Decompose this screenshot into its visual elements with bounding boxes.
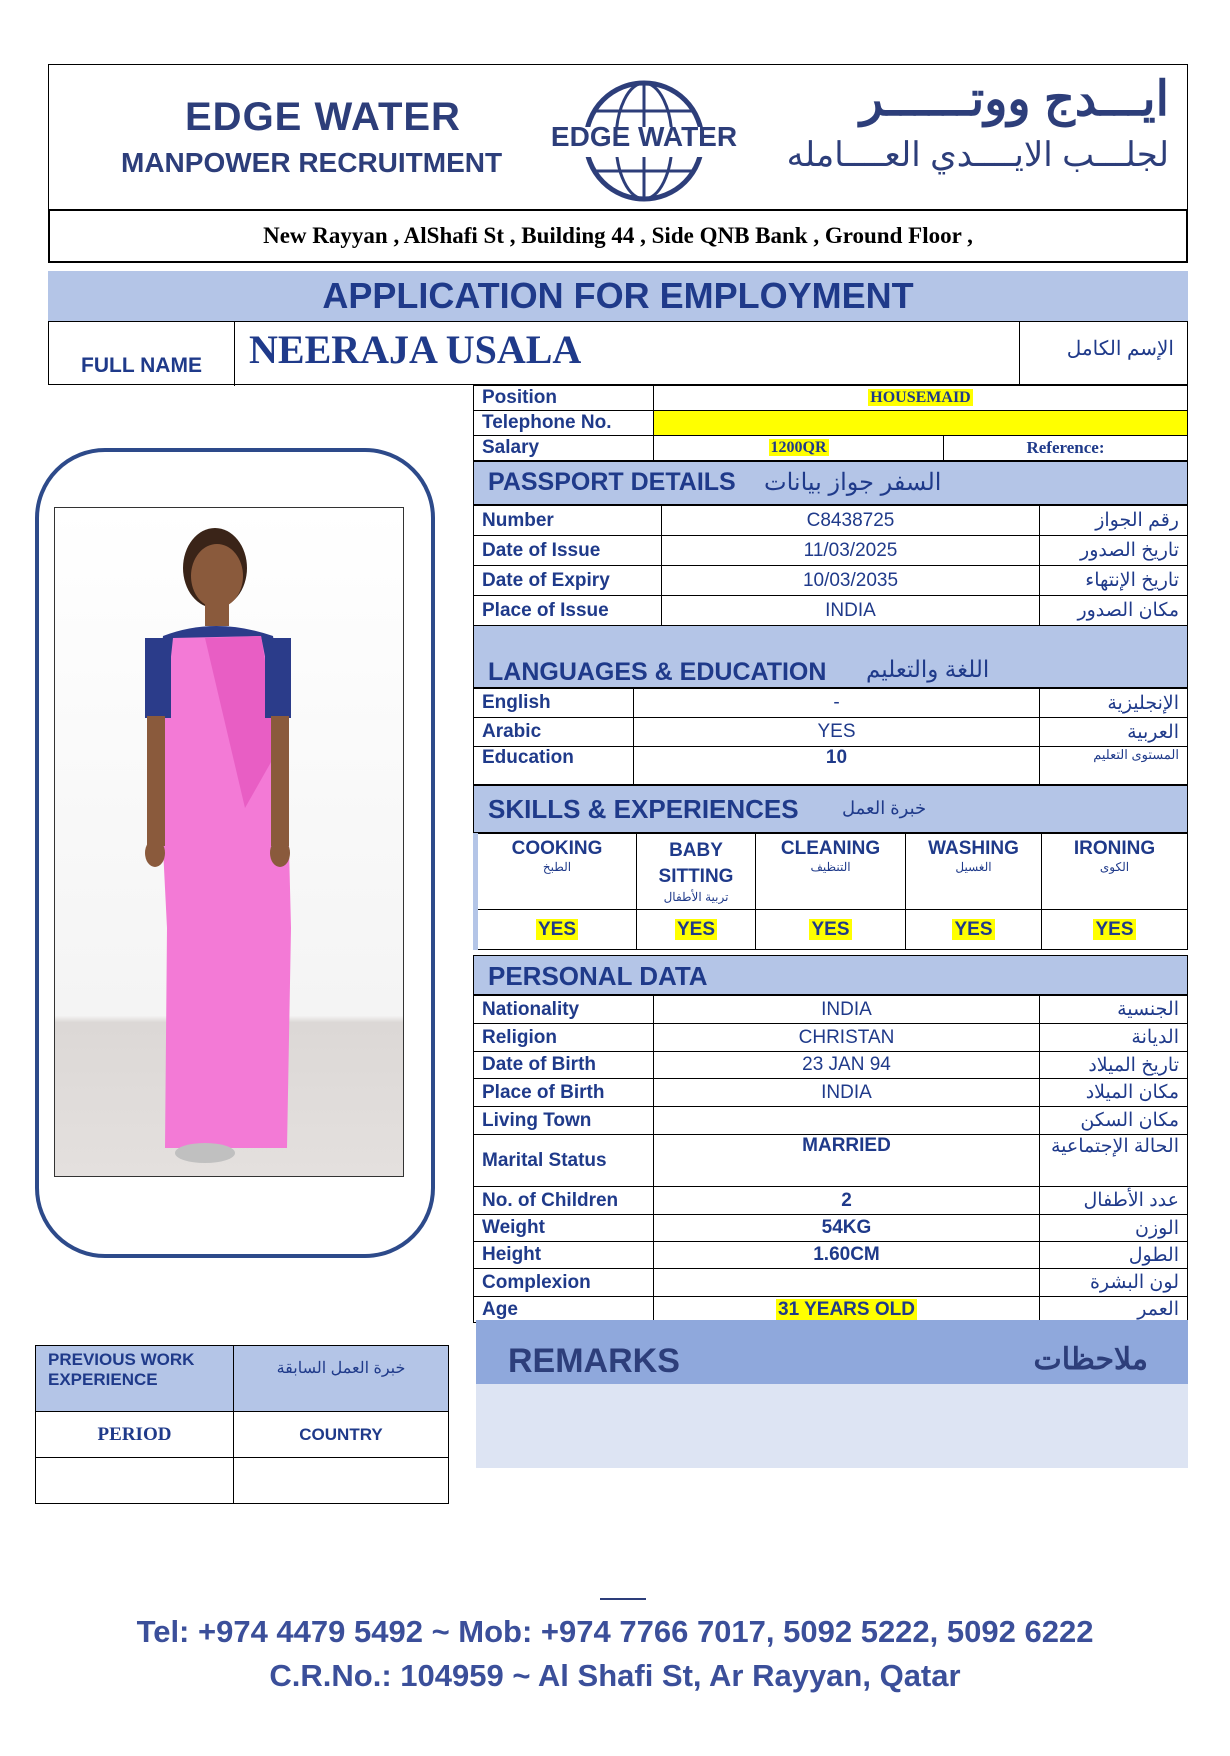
skill-ironing-value: YES: [1095, 918, 1134, 940]
skill-cleaning: [756, 834, 906, 910]
skill-cooking-value: YES: [537, 918, 577, 940]
brand-line1: EDGE WATER: [185, 95, 461, 139]
living-town-label: Living Town: [474, 1107, 654, 1135]
skills-table: [473, 833, 1188, 950]
person-figure-icon: [55, 508, 404, 1177]
dob-label: Date of Birth: [474, 1052, 654, 1079]
personal-header: [473, 955, 1188, 995]
skill-cleaning-cell: [756, 910, 906, 950]
skills-title: SKILLS & EXPERIENCES: [488, 794, 799, 824]
salary-cell: [654, 436, 944, 461]
religion-value: CHRISTAN: [654, 1024, 1040, 1052]
remarks-title: REMARKS: [508, 1342, 680, 1380]
age-cell: [654, 1297, 1040, 1323]
previous-work-title-ar: خبرة العمل السابقة: [234, 1346, 449, 1412]
children-ar: عدد الأطفال: [1040, 1187, 1188, 1215]
passport-expiry-ar: تاريخ الإنتهاء: [1040, 566, 1188, 596]
previous-work-title: PREVIOUS WORK EXPERIENCE: [36, 1346, 234, 1412]
passport-place-value: INDIA: [662, 596, 1040, 626]
full-name-label-ar: الإسم الكامل: [1066, 338, 1174, 360]
arabic-label: Arabic: [474, 718, 634, 747]
footer-address: C.R.No.: 104959 ~ Al Shafi St, Ar Rayyan, Qatar: [269, 1658, 961, 1693]
complexion-value: [654, 1269, 1040, 1297]
nationality-value: INDIA: [654, 996, 1040, 1024]
dob-ar: تاريخ الميلاد: [1040, 1052, 1188, 1079]
skill-cooking-ar: الطبخ: [542, 860, 572, 874]
country-value: [234, 1458, 449, 1504]
brand-line2: MANPOWER RECRUITMENT: [121, 147, 503, 178]
skills-header: [473, 785, 1188, 833]
languages-title-ar: اللغة والتعليم: [866, 656, 990, 682]
name-divider-right: [1019, 322, 1020, 386]
period-label: PERIOD: [36, 1412, 234, 1458]
passport-table: [473, 505, 1188, 626]
passport-expiry-label: Date of Expiry: [474, 566, 662, 596]
full-name-label: FULL NAME: [81, 354, 202, 377]
english-value: -: [634, 689, 1040, 718]
skill-ironing-ar: الكوى: [1099, 860, 1130, 874]
skill-babysitting-cell: [637, 910, 756, 950]
languages-header: [473, 625, 1188, 688]
personal-table: [473, 995, 1188, 1323]
position-cell: [654, 386, 1188, 411]
complexion-ar: لون البشرة: [1040, 1269, 1188, 1297]
passport-title: PASSPORT DETAILS: [488, 468, 736, 496]
marital-ar: الحالة الإجتماعية: [1040, 1135, 1188, 1187]
passport-number-value: C8438725: [662, 506, 1040, 536]
page-title: APPLICATION FOR EMPLOYMENT: [48, 271, 1188, 321]
country-label: COUNTRY: [234, 1412, 449, 1458]
skill-ironing-cell: [1042, 910, 1188, 950]
children-value: 2: [654, 1187, 1040, 1215]
height-ar: الطول: [1040, 1242, 1188, 1269]
previous-work-table: [35, 1345, 449, 1504]
skill-ironing-name: IRONING: [1073, 838, 1156, 859]
languages-title: LANGUAGES & EDUCATION: [488, 658, 827, 686]
full-name-row: [48, 321, 1188, 385]
skill-cooking-cell: [476, 910, 637, 950]
passport-number-label: Number: [474, 506, 662, 536]
telephone-label: Telephone No.: [474, 411, 654, 436]
address-bar: [48, 209, 1188, 263]
pob-label: Place of Birth: [474, 1079, 654, 1107]
height-label: Height: [474, 1242, 654, 1269]
salary-value: 1200QR: [770, 439, 827, 456]
age-label: Age: [474, 1297, 654, 1323]
footer-divider: [600, 1598, 646, 1600]
complexion-label: Complexion: [474, 1269, 654, 1297]
passport-issue-label: Date of Issue: [474, 536, 662, 566]
marital-label: Marital Status: [474, 1135, 654, 1187]
skills-title-ar: خبرة العمل: [842, 798, 927, 818]
height-value: 1.60CM: [654, 1242, 1040, 1269]
skill-cleaning-name: CLEANING: [780, 838, 881, 859]
salary-label: Salary: [474, 436, 654, 461]
skill-babysitting: [637, 834, 756, 910]
arabic-tagline: لجلـــب الايــــدي العــــامله: [786, 136, 1169, 174]
header-box: [48, 64, 1188, 210]
passport-issue-value: 11/03/2025: [662, 536, 1040, 566]
passport-issue-ar: تاريخ الصدور: [1040, 536, 1188, 566]
age-value: 31 YEARS OLD: [778, 1298, 915, 1320]
weight-ar: الوزن: [1040, 1215, 1188, 1242]
skill-washing: [906, 834, 1042, 910]
weight-value: 54KG: [654, 1215, 1040, 1242]
pob-ar: مكان الميلاد: [1040, 1079, 1188, 1107]
remarks-header: [476, 1320, 1188, 1384]
skill-ironing: [1042, 834, 1188, 910]
position-value: HOUSEMAID: [870, 389, 971, 406]
passport-title-ar: السفر جواز بيانات: [764, 469, 942, 496]
passport-header: [473, 461, 1188, 505]
logo-text: EDGE WATER: [550, 121, 738, 152]
education-value: 10: [634, 747, 1040, 785]
weight-label: Weight: [474, 1215, 654, 1242]
passport-place-ar: مكان الصدور: [1040, 596, 1188, 626]
remarks-title-ar: ملاحظات: [1033, 1343, 1148, 1376]
education-ar: المستوى التعليم: [1040, 747, 1188, 785]
applicant-photo: [54, 507, 404, 1177]
name-divider-left: [234, 322, 235, 386]
remarks-body: [476, 1384, 1188, 1468]
living-town-value: [654, 1107, 1040, 1135]
skill-babysitting-ar: تربية الأطفال: [663, 890, 729, 904]
age-ar: العمر: [1040, 1297, 1188, 1323]
passport-place-label: Place of Issue: [474, 596, 662, 626]
personal-title: PERSONAL DATA: [488, 961, 708, 991]
job-table: [473, 385, 1188, 461]
skill-cooking: [476, 834, 637, 910]
telephone-value: [654, 411, 1188, 436]
skill-cooking-name: COOKING: [511, 838, 603, 859]
children-label: No. of Children: [474, 1187, 654, 1215]
dob-value: 23 JAN 94: [654, 1052, 1040, 1079]
religion-ar: الديانة: [1040, 1024, 1188, 1052]
arabic-brand: ايـــدج ووتــــــر: [860, 73, 1169, 126]
position-label: Position: [474, 386, 654, 411]
pob-value: INDIA: [654, 1079, 1040, 1107]
full-name-value: NEERAJA USALA: [249, 327, 582, 372]
footer-contact: Tel: +974 4479 5492 ~ Mob: +974 7766 7017, 5092 5222, 5092 6222: [136, 1614, 1094, 1649]
address-text: New Rayyan , AlShafi St , Building 44 , Side QNB Bank , Ground Floor ,: [263, 223, 973, 248]
nationality-ar: الجنسية: [1040, 996, 1188, 1024]
skill-babysitting-value: YES: [676, 918, 716, 940]
skill-washing-name: WASHING: [928, 838, 1019, 859]
arabic-ar: العربية: [1040, 718, 1188, 747]
marital-value: MARRIED: [654, 1135, 1040, 1187]
passport-expiry-value: 10/03/2035: [662, 566, 1040, 596]
education-label: Education: [474, 747, 634, 785]
languages-table: [473, 688, 1188, 785]
period-value: [36, 1458, 234, 1504]
skill-cleaning-value: YES: [811, 918, 850, 940]
skill-washing-ar: الغسيل: [955, 860, 992, 874]
skill-washing-value: YES: [954, 918, 993, 940]
english-ar: الإنجليزية: [1040, 689, 1188, 718]
skill-cleaning-ar: التنظيف: [810, 860, 851, 874]
english-label: English: [474, 689, 634, 718]
religion-label: Religion: [474, 1024, 654, 1052]
living-town-ar: مكان السكن: [1040, 1107, 1188, 1135]
nationality-label: Nationality: [474, 996, 654, 1024]
reference-label: Reference:: [944, 436, 1188, 461]
passport-number-ar: رقم الجواز: [1040, 506, 1188, 536]
arabic-value: YES: [634, 718, 1040, 747]
skill-washing-cell: [906, 910, 1042, 950]
skill-babysitting-name: BABY SITTING: [658, 840, 734, 887]
